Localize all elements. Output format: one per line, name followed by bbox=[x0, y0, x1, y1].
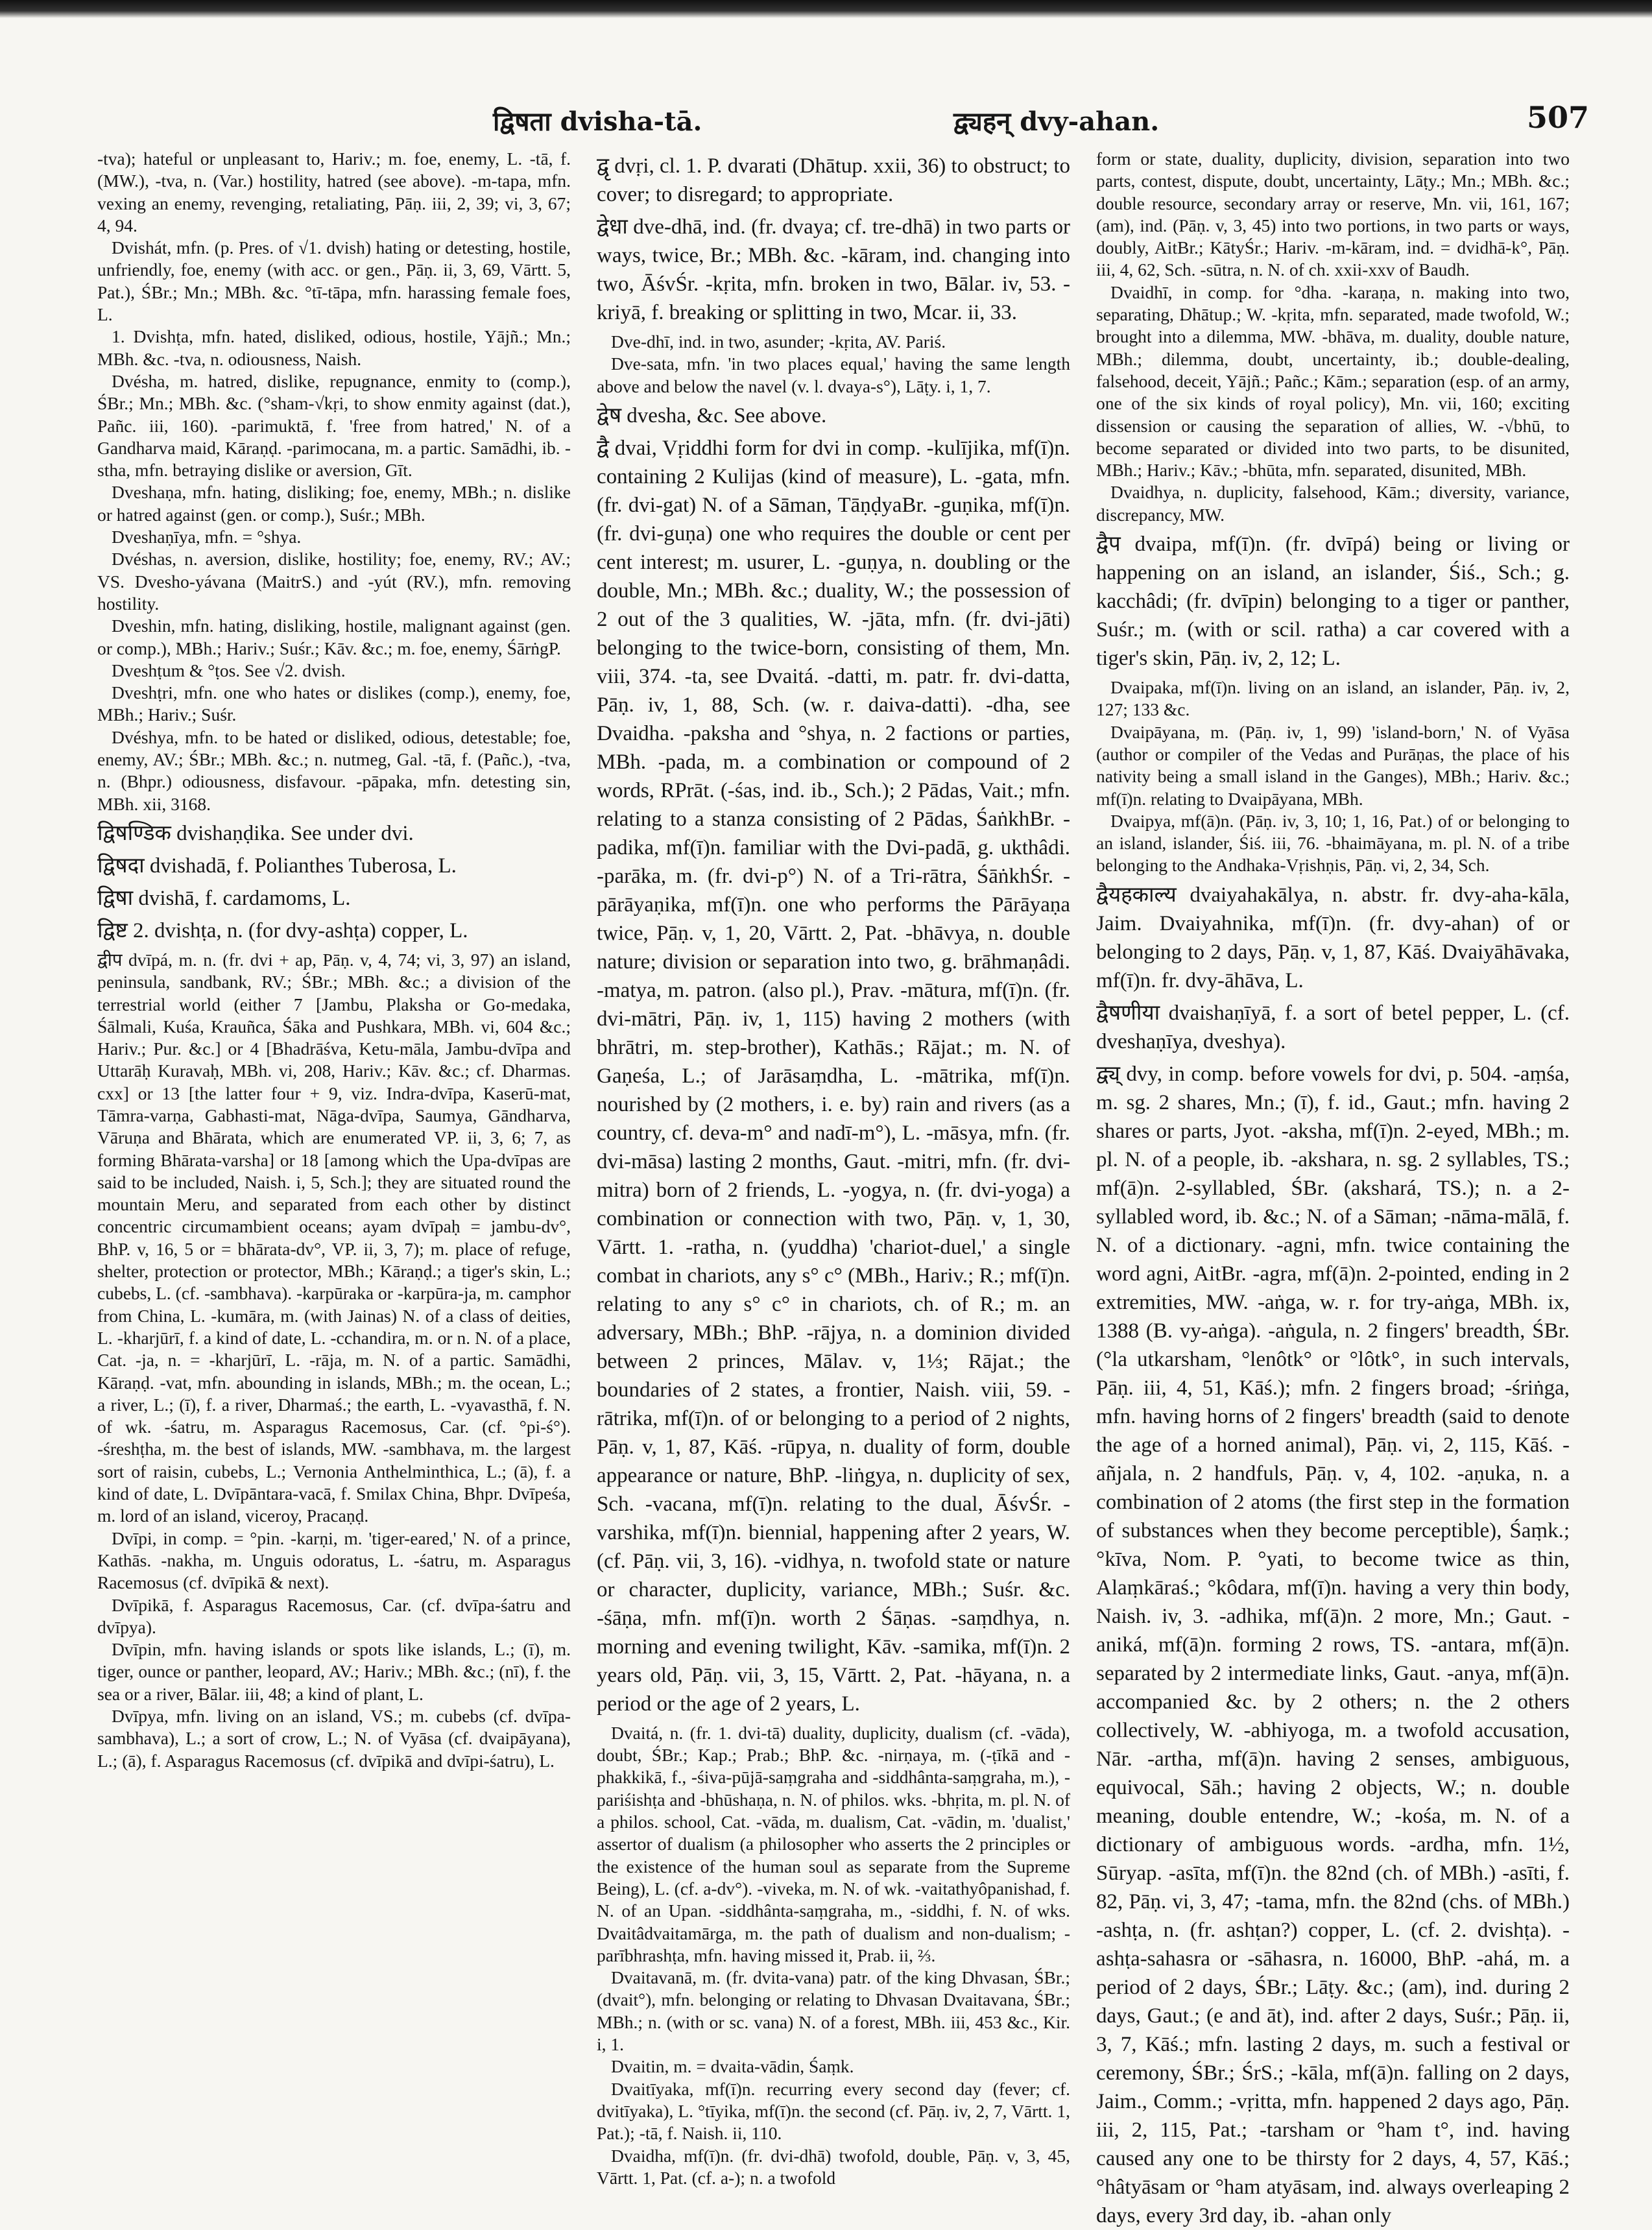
dictionary-entry: द्विषा dvishā, f. cardamoms, L. bbox=[97, 886, 351, 910]
running-head-left: द्विषता dvisha-tā. bbox=[493, 106, 702, 137]
dictionary-entry: द्वैषणीया dvaishaṇīyā, f. a sort of betel pepper, L. (cf. dveshaṇīya, dveshya). bbox=[1096, 1001, 1570, 1053]
dictionary-entry: Dvaitin, m. = dvaita-vādin, Śaṃk. bbox=[611, 2056, 854, 2077]
dictionary-entry: Dvéshya, mfn. to be hated or disliked, odious, detestable; foe, enemy, AV.; ŚBr.; MBh. &c.; n. nutmeg, Gal. -tā, f. (Pañc.), -tva, n. (Bhpr.) odiousness, disfavour. -pāpaka, mfn. detesting sin, MBh. xii, 3168. bbox=[97, 726, 571, 814]
dictionary-entry: Dveshaṇīya, mfn. = °shya. bbox=[112, 527, 302, 547]
dictionary-entry: द्वैप dvaipa, mf(ī)n. (fr. dvīpá) being or living or happening on an island, an islander, Śiś., Sch.; g. kacchâdi; (fr. dvīpin) belonging to a tiger or panther, Suśr.; m. (with or scil. ratha) a car covered with a tiger's skin, Pāṇ. iv, 2, 12; L. bbox=[1096, 533, 1570, 671]
running-head-right: द्व्यहन् dvy-ahan. bbox=[953, 106, 1160, 137]
dictionary-entry: Dveshṭum & °ṭos. See √2. dvish. bbox=[112, 660, 346, 680]
dictionary-entry: Dvīpi, in comp. = °pin. -karṇi, m. 'tiger-eared,' N. of a prince, Kathās. -nakha, m. Unguis odoratus, L. -śatru, m. Asparagus Racemosus (cf. dvīpikā & next). bbox=[97, 1528, 571, 1593]
dictionary-entry: Dveshaṇa, mfn. hating, disliking; foe, enemy, MBh.; n. dislike or hatred against (gen. or comp.), Suśr.; MBh. bbox=[97, 482, 571, 525]
dictionary-entry: द्व्य् dvy, in comp. before vowels for dvi, p. 504. -aṃśa, m. sg. 2 shares, Mn.; (ī), f. id., Gaut.; mfn. having 2 shares or parts, Jyot. -aksha, mf(ī)n. 2-eyed, MBh.; m. pl. N. of a people, ib. -akshara, n. sg. 2 syllables, TS.; mf(ā)n. 2-syllabled, ŚBr. (akshará, TS.); n. a 2-syllabled word, ib. &c.; N. of a Sāman; -nāma-mālā, f. N. of a dictionary. -agni, mfn. twice containing the word agni, AitBr. -agra, mf(ā)n. 2-pointed, ending in 2 extremities, MW. -aṅga, w. r. for try-aṅga, MBh. ix, 1388 (B. vy-aṅga). -aṅgula, n. 2 fingers' breadth, ŚBr. (°la utkarsham, °lenôtk° or °lôtk°, in such intervals, Pāṇ. iii, 4, 51, Kāś.); mfn. 2 fingers broad; -śriṅga, mfn. having horns of 2 fingers' breadth (said to denote the age of a horned animal), Pāṇ. vi, 2, 115, Kāś. -añjala, n. 2 handfuls, Pāṇ. v, 4, 102. -aṇuka, n. a combination of 2 atoms (the first step in the formation of substances when they become perceptible), Śaṃk.; °kīva, Nom. P. °yati, to become twice as thin, Alaṃkāraś.; °kôdara, mf(ī)n. having a very thin body, Naish. iv, 3. -adhika, mf(ā)n. 2 more, Mn.; Gaut. -aniká, mf(ā)n. forming 2 rows, TS. -antara, mf(ā)n. separated by 2 intermediate links, Gaut. -anya, mf(ā)n. accompanied &c. by 2 others; n. the 2 others collectively, W. -abhiyoga, m. a twofold accusation, Nār. -artha, mf(ā)n. having 2 senses, ambiguous, equivocal, Sāh.; having 2 objects, W.; n. double meaning, double entendre, W.; -kośa, m. N. of a dictionary of ambiguous words. -ardha, mfn. 1½, Sūryap. -asīta, mf(ī)n. the 82nd (ch. of MBh.) -asīti, f. 82, Pāṇ. vi, 3, 47; -tama, mfn. the 82nd (chs. of MBh.) -ashṭa, n. (fr. ashṭan?) copper, L. (cf. 2. dvishṭa). -ashṭa-sahasra or -sāhasra, n. 16000, BhP. -ahá, m. a period of 2 days, ŚBr.; Lāṭy. &c.; (am), ind. during 2 days, Gaut.; (e and āt), ind. after 2 days, Suśr.; Pāṇ. ii, 3, 7, Kāś.; mfn. lasting 2 days, m. such a festival or ceremony, ŚBr.; ŚrS.; -kāla, mf(ā)n. falling on 2 days, Jaim., Comm.; -vṛitta, mfn. happened 2 days ago, Pāṇ. iii, 2, 115, Pat.; -tarsham or °ham t°, ind. having caused any one to be thirsty for 2 days, 4, 57, Kāś.; °hâtyāsam or °ham atyāsam, ind. always overleaping 2 days, every 3rd day, ib. -ahan only bbox=[1096, 1062, 1570, 2227]
dictionary-entry: Dvaidhya, n. duplicity, falsehood, Kām.; diversity, variance, discrepancy, MW. bbox=[1096, 482, 1570, 525]
column-3 bbox=[1096, 148, 1570, 2227]
dictionary-entry: Dvaitīyaka, mf(ī)n. recurring every second day (fever; cf. dvitīyaka), L. °tīyika, mf(ī)n. the second (cf. Pāṇ. iv, 2, 7, Vārtt. 1, Pat.); -tā, f. Naish. ii, 110. bbox=[597, 2078, 1070, 2144]
dictionary-entry: द्वेष dvesha, &c. See above. bbox=[597, 403, 827, 427]
dictionary-entry: द्विषण्डिक dvishaṇḍika. See under dvi. bbox=[97, 821, 414, 845]
dictionary-entry: Dveshin, mfn. hating, disliking, hostile, malignant against (gen. or comp.), MBh.; Hariv.; Suśr.; Kāv. &c.; m. foe, enemy, ŚārṅgP. bbox=[97, 616, 571, 658]
page-number: 507 bbox=[1526, 100, 1589, 135]
dictionary-entry: द्विष्ट 2. dvishṭa, n. (for dvy-ashṭa) copper, L. bbox=[97, 918, 468, 942]
dictionary-entry: द्वेधा dve-dhā, ind. (fr. dvaya; cf. tre-dhā) in two parts or ways, twice, Br.; MBh. &c. -kāram, ind. changing into two, ĀśvŚr. -kṛita, mfn. broken in two, Bālar. iv, 53. -kriyā, f. breaking or splitting in two, Mcar. ii, 33. bbox=[597, 215, 1070, 324]
dictionary-entry: Dvéshas, n. aversion, dislike, hostility; foe, enemy, RV.; AV.; VS. Dvesho-yávana (MaitrS.) and -yút (RV.), mfn. removing hostility. bbox=[97, 549, 571, 614]
dictionary-entry: द्वृ dvṛi, cl. 1. P. dvarati (Dhātup. xxii, 36) to obstruct; to cover; to disregard; to appropriate. bbox=[597, 154, 1070, 206]
dictionary-entry: Dvaitavanā, m. (fr. dvita-vana) patr. of the king Dhvasan, ŚBr.; (dvait°), mfn. belonging or relating to Dhvasan Dvaitavana, ŚBr.; MBh.; n. (with or sc. vana) N. of a forest, MBh. iii, 453 &c., Kir. i, 1. bbox=[597, 1967, 1070, 2055]
dictionary-entry: Dvaipaka, mf(ī)n. living on an island, an islander, Pāṇ. iv, 2, 127; 133 &c. bbox=[1096, 677, 1570, 720]
dictionary-entry: -tva); hateful or unpleasant to, Hariv.; m. foe, enemy, L. -tā, f. (MW.), -tva, n. (Var.) hostility, hatred (see above). -m-tapa, mfn. vexing an enemy, revenging, retaliating, Pāṇ. iii, 2, 39; vi, 3, 67; 4, 94. bbox=[97, 149, 571, 235]
dictionary-entry: Dvaidha, mf(ī)n. (fr. dvi-dhā) twofold, double, Pāṇ. v, 3, 45, Vārtt. 1, Pat. (cf. a-); n. a twofold bbox=[597, 2145, 1070, 2188]
column-1 bbox=[97, 148, 571, 2120]
dictionary-entry: Dvaitá, n. (fr. 1. dvi-tā) duality, duplicity, dualism (cf. -vāda), doubt, ŚBr.; Kap.; Prab.; BhP. &c. -nirṇaya, m. (-ṭīkā and -phakkikā, f., -śiva-pūjā-saṃgraha and -siddhânta-saṃgraha, m.), -pariśishṭa and -bhūshaṇa, n. N. of philos. wks. -bhṛita, m. pl. N. of a philos. school, Cat. -vāda, m. dualism, Cat. -vādin, m. 'dualist,' assertor of dualism (a philosopher who asserts the 2 principles or the existence of the human soul as separate from the Supreme Being), L. (cf. a-dv°). -viveka, m. N. of wk. -vaitathyôpanishad, f. N. of an Upan. -siddhânta-saṃgraha, m., -siddhi, f. N. of wks. Dvaitâdvaitamārga, m. the path of dualism and non-dualism; -parībhrashṭa, mfn. having missed it, Prab. ii, ⅔. bbox=[597, 1722, 1070, 1965]
dictionary-entry: Dvaidhī, in comp. for °dha. -karaṇa, n. making into two, separating, Dhātup.; W. -kṛita, mfn. separated, made twofold, W.; brought into a dilemma, MW. -bhāva, m. duality, double nature, MBh.; dilemma, doubt, uncertainty, ib.; double-dealing, falsehood, deceit, Yājñ.; Pañc.; Kām.; separation (esp. of an army, one of the six kinds of royal policy), Mn. vii, 160; exciting dissension or causing the separation of allies, W. -√bhū, to become separated or divided into two parts, to be disunited, MBh.; Hariv.; Kāv.; -bhūta, mfn. separated, disunited, MBh. bbox=[1096, 282, 1570, 481]
dictionary-entry: द्वीप dvīpá, m. n. (fr. dvi + ap, Pāṇ. v, 4, 74; vi, 3, 97) an island, peninsula, sandbank, RV.; ŚBr.; MBh. &c.; a division of the terrestrial world (either 7 [Jambu, Plaksha or Go-medaka, Śālmali, Kuśa, Krauñca, Śāka and Pushkara, MBh. vi, 604 &c.; Hariv.; Pur. &c.] or 4 [Bhadrāśva, Ketu-māla, Jambu-dvīpa and Uttarāḥ Kuravaḥ, MBh. vi, 208, Hariv.; Kāv. &c.; cf. Dharmas. cxx] or 13 [the latter four + 9, viz. Indra-dvīpa, Kaserū-mat, Tāmra-varṇa, Gabhasti-mat, Nāga-dvīpa, Saumya, Gāndharva, Vāruṇa and Bhārata, which are enumerated VP. ii, 3, 6; 7, as forming Bhārata-varsha] or 18 [among which the Upa-dvīpas are said to be included, Naish. i, 5, Sch.]; they are situated round the mountain Meru, and separated from each other by distinct concentric circumambient oceans; ayam dvīpaḥ = jambu-dv°, BhP. v, 16, 5 or = bhārata-dv°, VP. ii, 3, 7); m. place of refuge, shelter, protection or protector, MBh.; Kāraṇḍ.; a tiger's skin, L.; cubebs, L. (cf. -sambhava). -karpūraka or -karpūra-ja, m. camphor from China, L. -kumāra, m. (with Jainas) N. of a class of deities, L. -kharjūrī, f. a kind of date, L. -cchandira, m. or n. N. of a place, Cat. -ja, n. = -kharjūrī, L. -rāja, m. N. of a partic. Samādhi, Kāraṇḍ. -vat, mfn. abounding in islands, MBh.; m. the ocean, L.; a river, L.; (ī), f. a river, Dharmaś.; the earth, L. -vyavasthā, f. N. of wk. -śatru, m. Asparagus Racemosus, Car. (cf. °pi-ś°). -śreshṭha, m. the best of islands, MW. -sambhava, m. the largest sort of raisin, cubebs, L.; Vernonia Anthelminthica, L.; (ā), f. a kind of date, L. Dvīpāntara-vacā, f. Smilax China, Bhpr. Dvīpeśa, m. lord of an island, viceroy, Pracaṇḍ. bbox=[97, 949, 571, 1526]
page-header bbox=[91, 91, 1589, 136]
dictionary-entry: form or state, duality, duplicity, division, separation into two parts, contest, dispute, doubt, uncertainty, Lāṭy.; Mn.; MBh. &c.; double resource, secondary array or reserve, Mn. vii, 161, 167; (am), ind. (Pāṇ. v, 3, 45) into two portions, in two parts or ways, doubly, AitBr.; KātyŚr.; Hariv. -m-kāram, ind. = dvidhā-k°, Pāṇ. iii, 4, 62, Sch. -sūtra, n. N. of ch. xxii-xxv of Baudh. bbox=[1096, 149, 1570, 280]
column-2 bbox=[597, 148, 1070, 2188]
dictionary-entry: द्विषदा dvishadā, f. Polianthes Tuberosa, L. bbox=[97, 854, 457, 878]
columns bbox=[97, 148, 1589, 2227]
dictionary-entry: Dve-dhī, ind. in two, asunder; -kṛita, AV. Pariś. bbox=[611, 331, 946, 352]
dictionary-entry: Dve-sata, mfn. 'in two places equal,' having the same length above and below the navel (v. l. dvaya-s°), Lāṭy. i, 1, 7. bbox=[597, 354, 1070, 396]
dictionary-entry: द्वैयहकाल्य dvaiyahakālya, n. abstr. fr. dvy-aha-kāla, Jaim. Dvaiyahnika, mf(ī)n. (fr. dvy-ahan) of or belonging to 2 days, Pāṇ. v, 1, 87, Kāś. Dvaiyāhāvaka, mf(ī)n. fr. dvy-āhāva, L. bbox=[1096, 883, 1570, 992]
dictionary-entry: Dvaipāyana, m. (Pāṇ. iv, 1, 99) 'island-born,' N. of Vyāsa (author or compiler of the Vedas and Purāṇas, the place of his nativity being a small island in the Ganges), MBh.; Hariv. &c.; mf(ī)n. relating to Dvaipāyana, MBh. bbox=[1096, 721, 1570, 809]
dictionary-entry: Dvīpikā, f. Asparagus Racemosus, Car. (cf. dvīpa-śatru and dvīpya). bbox=[97, 1594, 571, 1637]
dictionary-entry: Dvésha, m. hatred, dislike, repugnance, enmity to (comp.), ŚBr.; Mn.; MBh. &c. (°sham-√kṛi, to show enmity against (dat.), Pañc. iii, 160). -parimuktā, f. 'free from hatred,' N. of a Gandharva maid, Kāraṇḍ. -parimocana, m. a partic. Samādhi, ib. -stha, mfn. betraying dislike or aversion, Gīt. bbox=[97, 370, 571, 481]
dictionary-entry: Dveshṭri, mfn. one who hates or dislikes (comp.), enemy, foe, MBh.; Hariv.; Suśr. bbox=[97, 682, 571, 725]
dictionary-entry: Dvīpya, mfn. living on an island, VS.; m. cubebs (cf. dvīpa-sambhava), L.; a sort of crow, L.; N. of Vyāsa (cf. dvaipāyana), L.; (ā), f. Asparagus Racemosus (cf. dvīpikā and dvīpi-śatru), L. bbox=[97, 1706, 571, 1771]
dictionary-entry: द्वै dvai, Vṛiddhi form for dvi in comp. -kulījika, mf(ī)n. containing 2 Kulijas (kind of measure), L. -gata, mfn. (fr. dvi-gat) N. of a Sāman, TāṇḍyaBr. -guṇika, mf(ī)n. (fr. dvi-guṇa) one who requires the double or cent per cent interest; m. usurer, L. -guṇya, n. doubling or the double, Mn.; MBh. &c.; duality, W.; the possession of 2 out of the 3 qualities, W. -jāta, mfn. (fr. dvi-jāti) belonging to the twice-born, consisting of them, Mn. viii, 374. -ta, see Dvaitá. -datti, m. patr. fr. dvi-datta, Pāṇ. iv, 1, 88, Sch. (w. r. daiva-datti). -dha, see Dvaidha. -paksha and °shya, n. 2 factions or parties, MBh. -pada, m. a combination or compound of 2 words, RPrāt. (-śas, ind. ib., Sch.); 2 Pādas, Vait.; mfn. relating to a stanza consisting of 2 Pādas, ŚaṅkhBr. -padika, mf(ī)n. familiar with the Dvi-padā, g. ukthâdi. -parāka, m. (fr. dvi-p°) N. of a Tri-rātra, ŚāṅkhŚr. -pārāyaṇika, mf(ī)n. one who performs the Pārāyaṇa twice, Pāṇ. v, 1, 20, Vārtt. 2, Pat. -bhāvya, n. double nature; division or separation into two, g. brāhmaṇâdi. -matya, m. patron. (also pl.), Prav. -mātura, mf(ī)n. (fr. dvi-mātri, Pāṇ. iv, 1, 115) having 2 mothers (with bhrātri, m. step-brother), Kathās.; Rājat.; m. N. of Gaṇeśa, L.; of Jarāsaṃdha, L. -mātrika, mf(ī)n. nourished by (2 mothers, i. e. by) rain and rivers (as a country, cf. deva-m° and nadī-m°), L. -māsya, mfn. (fr. dvi-māsa) lasting 2 months, Gaut. -mitri, mfn. (fr. dvi-mitra) born of 2 friends, L. -yogya, n. (fr. dvi-yoga) a combination or connection with two, Pāṇ. v, 1, 30, Vārtt. 1. -ratha, n. (yuddha) 'chariot-duel,' a single combat in chariots, any s° c° (MBh., Hariv.; R.; mf(ī)n. relating to any s° c° in chariots, ch. of R.; m. an adversary, MBh.; BhP. -rājya, n. a dominion divided between 2 princes, Mālav. v, 1⅓; Rājat.; the boundaries of 2 states, a frontier, Naish. viii, 59. -rātrika, mf(ī)n. of or belonging to a period of 2 nights, Pāṇ. v, 1, 87, Kāś. -rūpya, n. duality of form, double appearance or nature, BhP. -liṅgya, n. duplicity of sex, Sch. -vacana, mf(ī)n. relating to the dual, ĀśvŚr. -varshika, mf(ī)n. biennial, happening after 2 years, W. (cf. Pāṇ. vii, 3, 16). -vidhya, n. twofold state or nature or character, duplicity, variance, MBh.; Suśr. &c. -śāṇa, mfn. mf(ī)n. worth 2 Śāṇas. -saṃdhya, n. morning and evening twilight, Kāv. -samika, mf(ī)n. 2 years old, Pāṇ. vii, 3, 15, Vārtt. 2, Pat. -hāyana, n. a period or the age of 2 years, L. bbox=[597, 436, 1070, 1716]
scan-edge bbox=[0, 0, 1652, 18]
dictionary-entry: Dvishát, mfn. (p. Pres. of √1. dvish) hating or detesting, hostile, unfriendly, foe, enemy (with acc. or gen., Pāṇ. ii, 3, 69, Vārtt. 5, Pat.), ŚBr.; Mn.; MBh. &c. °tī-tāpa, mfn. harassing female foes, L. bbox=[97, 237, 571, 325]
dictionary-entry: Dvīpin, mfn. having islands or spots like islands, L.; (ī), m. tiger, ounce or panther, leopard, AV.; Hariv.; MBh. &c.; (nī), f. the sea or a river, Bālar. iii, 48; a kind of plant, L. bbox=[97, 1639, 571, 1704]
dictionary-entry: Dvaipya, mf(ā)n. (Pāṇ. iv, 3, 10; 1, 16, Pat.) of or belonging to an island, islander, Śiś. iii, 76. -bhaimāyana, m. pl. N. of a tribe belonging to the Andhaka-Vṛishṇis, Pāṇ. vi, 2, 34, Sch. bbox=[1096, 810, 1570, 876]
dictionary-entry: 1. Dvishṭa, mfn. hated, disliked, odious, hostile, Yājñ.; Mn.; MBh. &c. -tva, n. odiousness, Naish. bbox=[97, 326, 571, 369]
